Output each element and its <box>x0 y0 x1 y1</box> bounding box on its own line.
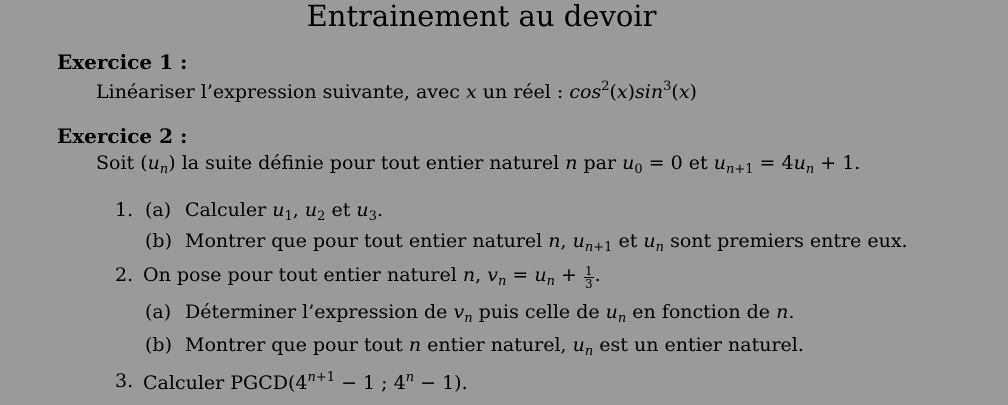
question-3-number: 3. <box>115 370 134 392</box>
page-title: Entrainement au devoir <box>306 0 657 33</box>
question-3: Calculer $PGCD(4^{n+1} - 1$ ; $4^n - 1$). <box>143 370 468 394</box>
question-2-number: 2. <box>115 264 134 286</box>
exercise-1-statement: Linéariser l’expression suivante, avec x un réel : $\cos^2(x)\sin^3(x)$ <box>96 79 697 103</box>
question-2b: Montrer que pour tout n entier naturel, $u_n$ est un entier naturel. <box>185 334 804 359</box>
exercise-2-intro: Soit $(u_n)$ la suite définie pour tout entier naturel n par $u_0 = 0$ et $u_{n+1} = 4u_n + 1$. <box>96 152 861 177</box>
exercise-1-heading: Exercice 1 : <box>57 50 188 74</box>
question-2: On pose pour tout entier naturel n, $v_n = u_n$ + $\frac{1}{3}$ . <box>143 264 601 291</box>
question-2a-label: (a) <box>145 301 172 323</box>
question-1b-label: (b) <box>145 230 172 252</box>
exercise-2-heading: Exercice 2 : <box>57 124 188 148</box>
question-2a: Déterminer l’expression de $v_n$ puis celle de $u_n$ en fonction de n. <box>185 301 795 326</box>
question-1a: Calculer $u_1$, $u_2$ et $u_3$. <box>185 199 383 224</box>
question-1a-label: (a) <box>145 199 172 221</box>
question-1-number: 1. <box>115 199 134 221</box>
question-1b: Montrer que pour tout entier naturel n, $u_{n+1}$ et $u_n$ sont premiers entre eux. <box>185 230 908 255</box>
question-2b-label: (b) <box>145 334 172 356</box>
